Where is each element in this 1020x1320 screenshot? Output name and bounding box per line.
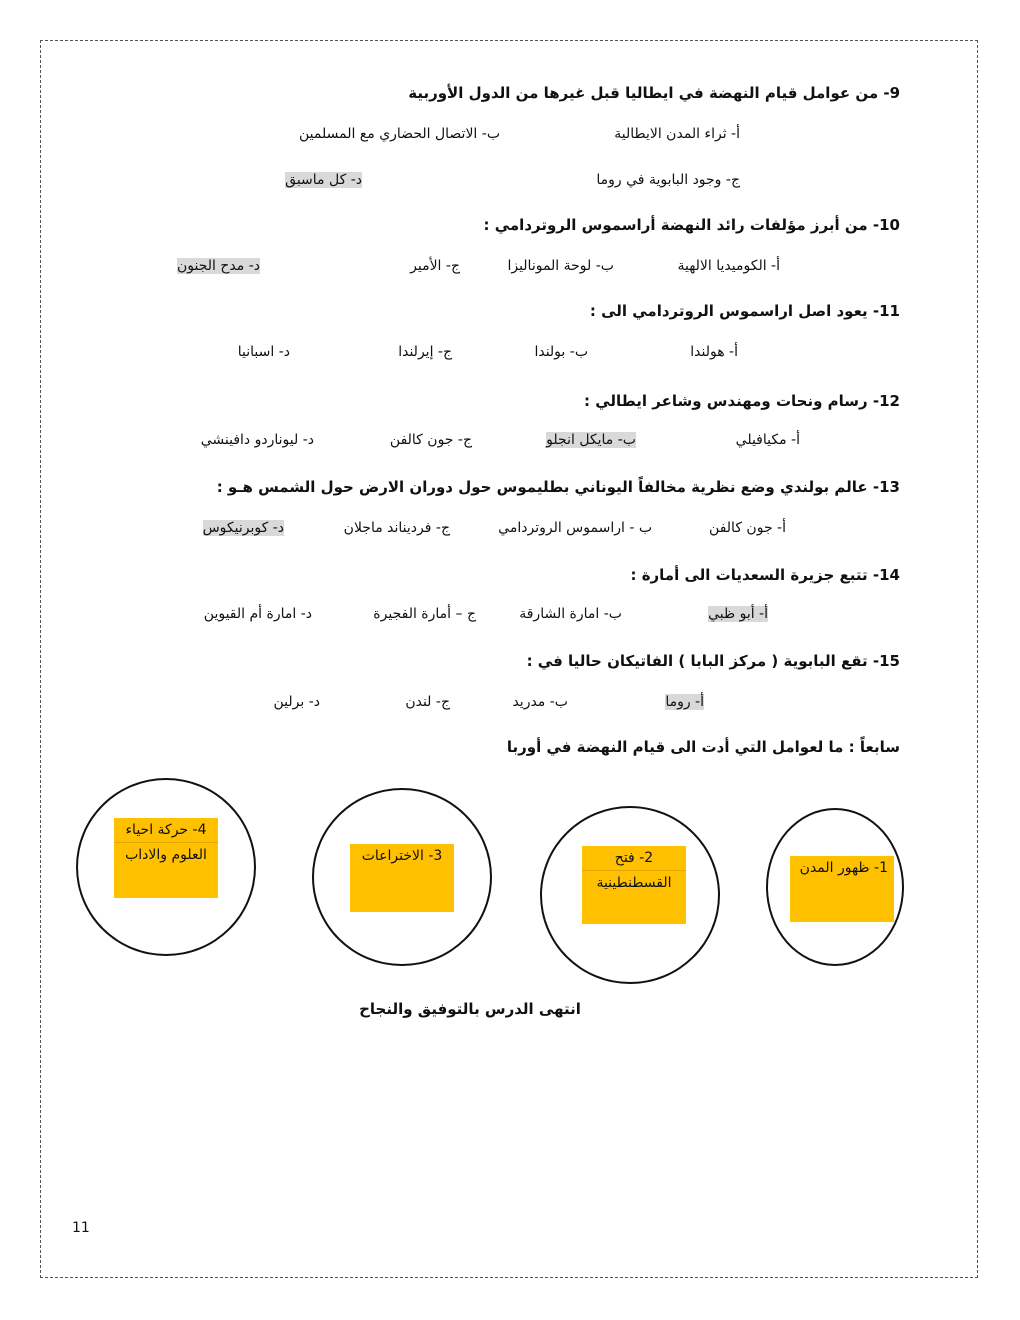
q11-option-c: ج- إيرلندا [398,344,452,360]
q12-option-a: أ- مكيافيلي [735,432,800,448]
q9-option-a: أ- ثراء المدن الايطالية [614,126,740,142]
q10-option-a: أ- الكوميديا الالهية [677,258,780,274]
question-15-title: 15- تقع البابوية ( مركز البابا ) الفاتيكان حاليا في : [526,652,900,670]
question-12-title: 12- رسام ونحات ومهندس وشاعر ايطالي : [583,392,900,410]
q9-option-c: ج- وجود البابوية في روما [596,172,740,188]
q11-option-a: أ- هولندا [690,344,738,360]
question-9-title: 9- من عوامل قيام النهضة في ايطاليا قبل غيرها من الدول الأوربية [408,84,900,102]
question-11-title: 11- يعود اصل اراسموس الروتردامي الى : [589,302,900,320]
factor-1-line-1: 1- ظهور المدن [799,860,888,876]
q13-option-c: ج- فرديناند ماجلان [343,520,450,536]
question-13-title: 13- عالم بولندي وضع نظرية مخالفاً اليوناني بطليموس حول دوران الارض حول الشمس هـو : [216,478,900,496]
q12-option-c: ج- جون كالفن [389,432,472,448]
q9-option-b: ب- الاتصال الحضاري مع المسلمين [299,126,500,142]
q10-option-c: ج- الأمير [410,258,460,274]
q13-option-b: ب - اراسموس الروتردامي [498,520,652,536]
question-14-title: 14- تتبع جزيرة السعديات الى أمارة : [630,566,900,584]
section-7-title: سابعاً : ما لعوامل التي أدت الى قيام النهضة في أوربا [506,738,900,756]
factor-box-4 [114,818,218,898]
factor-4-line-2: العلوم والاداب [125,847,207,863]
q12-option-b: ب- مايكل انجلو [546,432,636,448]
factor-4-line-1: 4- حركة احياء [114,818,218,843]
factor-2-line-1: 2- فتح [582,846,686,871]
factor-3-line-1: 3- الاختراعات [361,848,443,864]
q14-option-a: أ- أبو ظبي [708,606,768,622]
question-10-title: 10- من أبرز مؤلفات رائد النهضة أراسموس الروتردامي : [483,216,900,234]
q12-option-d: د- ليوناردو دافينشي [200,432,314,448]
factor-box-1 [790,856,894,922]
q15-option-a: أ- روما [665,694,704,710]
closing-text: انتهى الدرس بالتوفيق والنجاح [359,1000,581,1018]
factor-box-2 [582,846,686,924]
q11-option-d: د- اسبانيا [237,344,290,360]
q11-option-b: ب- بولندا [534,344,588,360]
q14-option-b: ب- امارة الشارقة [519,606,622,622]
q14-option-d: د- امارة أم القيوين [203,606,312,622]
q10-option-b: ب- لوحة الموناليزا [507,258,614,274]
q9-option-d: د- كل ماسبق [285,172,362,188]
q13-option-a: أ- جون كالفن [709,520,786,536]
q15-option-b: ب- مدريد [512,694,568,710]
factor-2-line-2: القسطنطينية [596,875,672,891]
q10-option-d: د- مدح الجنون [176,258,260,274]
factor-box-3 [350,844,454,912]
page-number: 11 [72,1220,90,1236]
q13-option-d: د- كوبرنيكوس [202,520,284,536]
q15-option-d: د- برلين [273,694,320,710]
q14-option-c: ج – أمارة الفجيرة [373,606,476,622]
q15-option-c: ج- لندن [405,694,450,710]
